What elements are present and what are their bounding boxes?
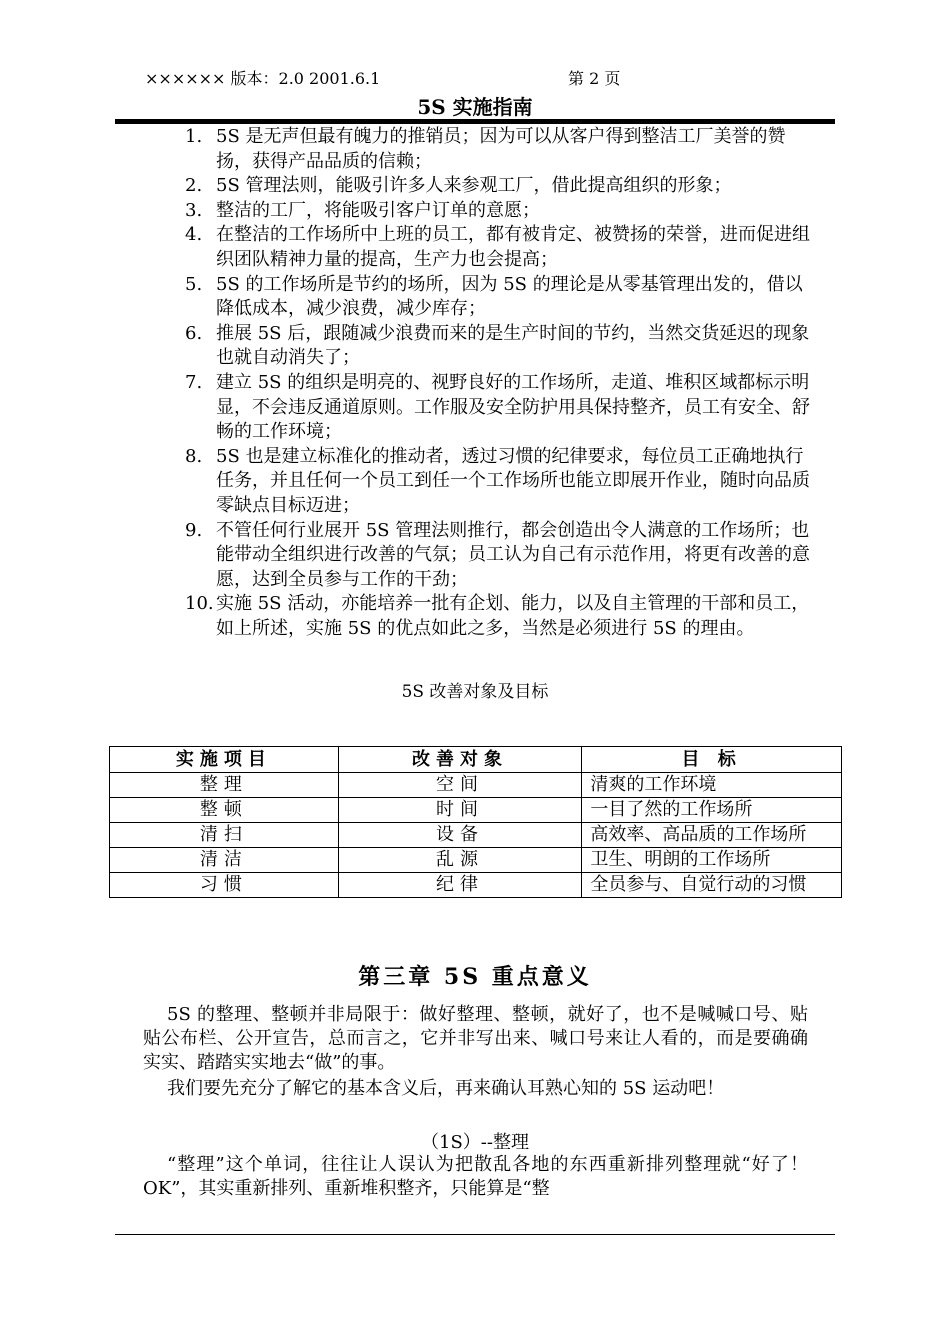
table-cell: 乱源 [338, 848, 582, 873]
list-item [185, 199, 810, 224]
list-item-number: 9. [185, 519, 203, 541]
paragraph: 5S 的整理、整顿并非局限于：做好整理、整顿，就好了，也不是喊喊口号、贴贴公布栏、公开宣告，总而言之，它并非写出来、喊口号来让人看的，而是要确确实实、踏踏实实地去“做”的事。 [143, 1004, 808, 1073]
list-item-text: 5S 的工作场所是节约的场所，因为 5S 的理论是从零基管理出发的，借以降低成本，减少浪费，减少库存； [216, 273, 803, 320]
list-item-text: 在整洁的工作场所中上班的员工，都有被肯定、被赞扬的荣誉，进而促进组织团队精神力量的提高，生产力也会提高； [216, 224, 810, 270]
list-item-number: 6. [185, 322, 203, 344]
list-item-text: 推展 5S 后，跟随减少浪费而来的是生产时间的节约，当然交货延迟的现象也就自动消失了； [216, 322, 810, 369]
table-cell: 一目了然的工作场所 [582, 798, 842, 823]
table-row [110, 773, 842, 798]
table-cell: 全员参与、自觉行动的习惯 [582, 873, 842, 898]
table-cell: 高效率、高品质的工作场所 [582, 823, 842, 848]
list-item [185, 371, 810, 445]
list-item-number: 10. [185, 593, 214, 615]
table-cell: 时间 [338, 798, 582, 823]
list-item [185, 125, 810, 174]
table-row [110, 873, 842, 898]
column-header: 实施项目 [110, 747, 339, 773]
table-cell: 设备 [338, 823, 582, 848]
table-cell: 卫生、明朗的工作场所 [582, 848, 842, 873]
header-divider [115, 119, 835, 124]
list-item [185, 519, 810, 593]
table-cell: 习惯 [110, 873, 339, 898]
benefits-list [185, 125, 810, 641]
header-version: ×××××× 版本：2.0 2001.6.1 [145, 69, 381, 88]
table-row [110, 823, 842, 848]
list-item-text: 5S 是无声但最有魄力的推销员；因为可以从客户得到整洁工厂美誉的赞扬，获得产品品质的信赖； [216, 126, 786, 172]
paragraph: 我们要先充分了解它的基本含义后，再来确认耳熟心知的 5S 运动吧！ [167, 1078, 725, 1099]
table-row [110, 848, 842, 873]
list-item-number: 5. [185, 273, 203, 295]
list-item-text: 5S 也是建立标准化的推动者，透过习惯的纪律要求，每位员工正确地执行任务，并且任何一个员工到任一个工作场所也能立即展开作业，随时向品质零缺点目标迈进； [216, 445, 810, 516]
list-item-text: 整洁的工厂，将能吸引客户订单的意愿； [216, 199, 540, 221]
list-item [185, 174, 810, 199]
list-item-number: 2. [185, 175, 203, 197]
table-header-row [110, 747, 842, 773]
list-item-text: 5S 管理法则，能吸引许多人来参观工厂，借此提高组织的形象； [216, 175, 732, 197]
list-item-text: 实施 5S 活动，亦能培养一批有企划、能力，以及自主管理的干部和员工，如上所述，实施 5S 的优点如此之多，当然是必须进行 5S 的理由。 [216, 593, 810, 639]
paragraph: “整理”这个单词，往往让人误认为把散乱各地的东西重新排列整理就“好了！ OK”，其实重新排列、重新堆积整齐，只能算是“整 [143, 1154, 808, 1199]
list-item-text: 建立 5S 的组织是明亮的、视野良好的工作场所，走道、堆积区域都标示明显，不会违反通道原则。工作服及安全防护用具保持整齐，员工有安全、舒畅的工作环境； [216, 371, 810, 443]
table-cell: 空间 [338, 773, 582, 798]
list-item-number: 7. [185, 371, 203, 393]
footer-divider [115, 1234, 835, 1235]
list-item-number: 1. [185, 126, 203, 147]
list-item-text: 不管任何行业展开 5S 管理法则推行，都会创造出令人满意的工作场所；也能带动全组织进行改善的气氛；员工认为自己有示范作用，将更有改善的意愿，达到全员参与工作的干劲； [216, 519, 810, 590]
list-item-number: 3. [185, 199, 203, 221]
table-cell: 整理 [110, 773, 339, 798]
table-cell: 清扫 [110, 823, 339, 848]
column-header: 改善对象 [338, 747, 582, 773]
table-cell: 清爽的工作环境 [582, 773, 842, 798]
list-item [185, 322, 810, 371]
list-item [185, 273, 810, 322]
list-item-number: 8. [185, 445, 203, 467]
section-subheading: （1S）--整理 [421, 1132, 529, 1153]
chapter-title: 第三章 5S 重点意义 [358, 964, 592, 990]
table-row [110, 798, 842, 823]
table-cell: 整顿 [110, 798, 339, 823]
improvement-table [109, 746, 842, 898]
list-item-number: 4. [185, 224, 203, 246]
header-page-number: 第 2 页 [568, 69, 621, 88]
document-title: 5S 实施指南 [417, 95, 533, 119]
list-item [185, 445, 810, 519]
list-item [185, 223, 810, 272]
table-cell: 清洁 [110, 848, 339, 873]
list-item [185, 592, 810, 641]
table-caption: 5S 改善对象及目标 [401, 682, 549, 702]
column-header: 目 标 [582, 747, 842, 773]
table-cell: 纪律 [338, 873, 582, 898]
